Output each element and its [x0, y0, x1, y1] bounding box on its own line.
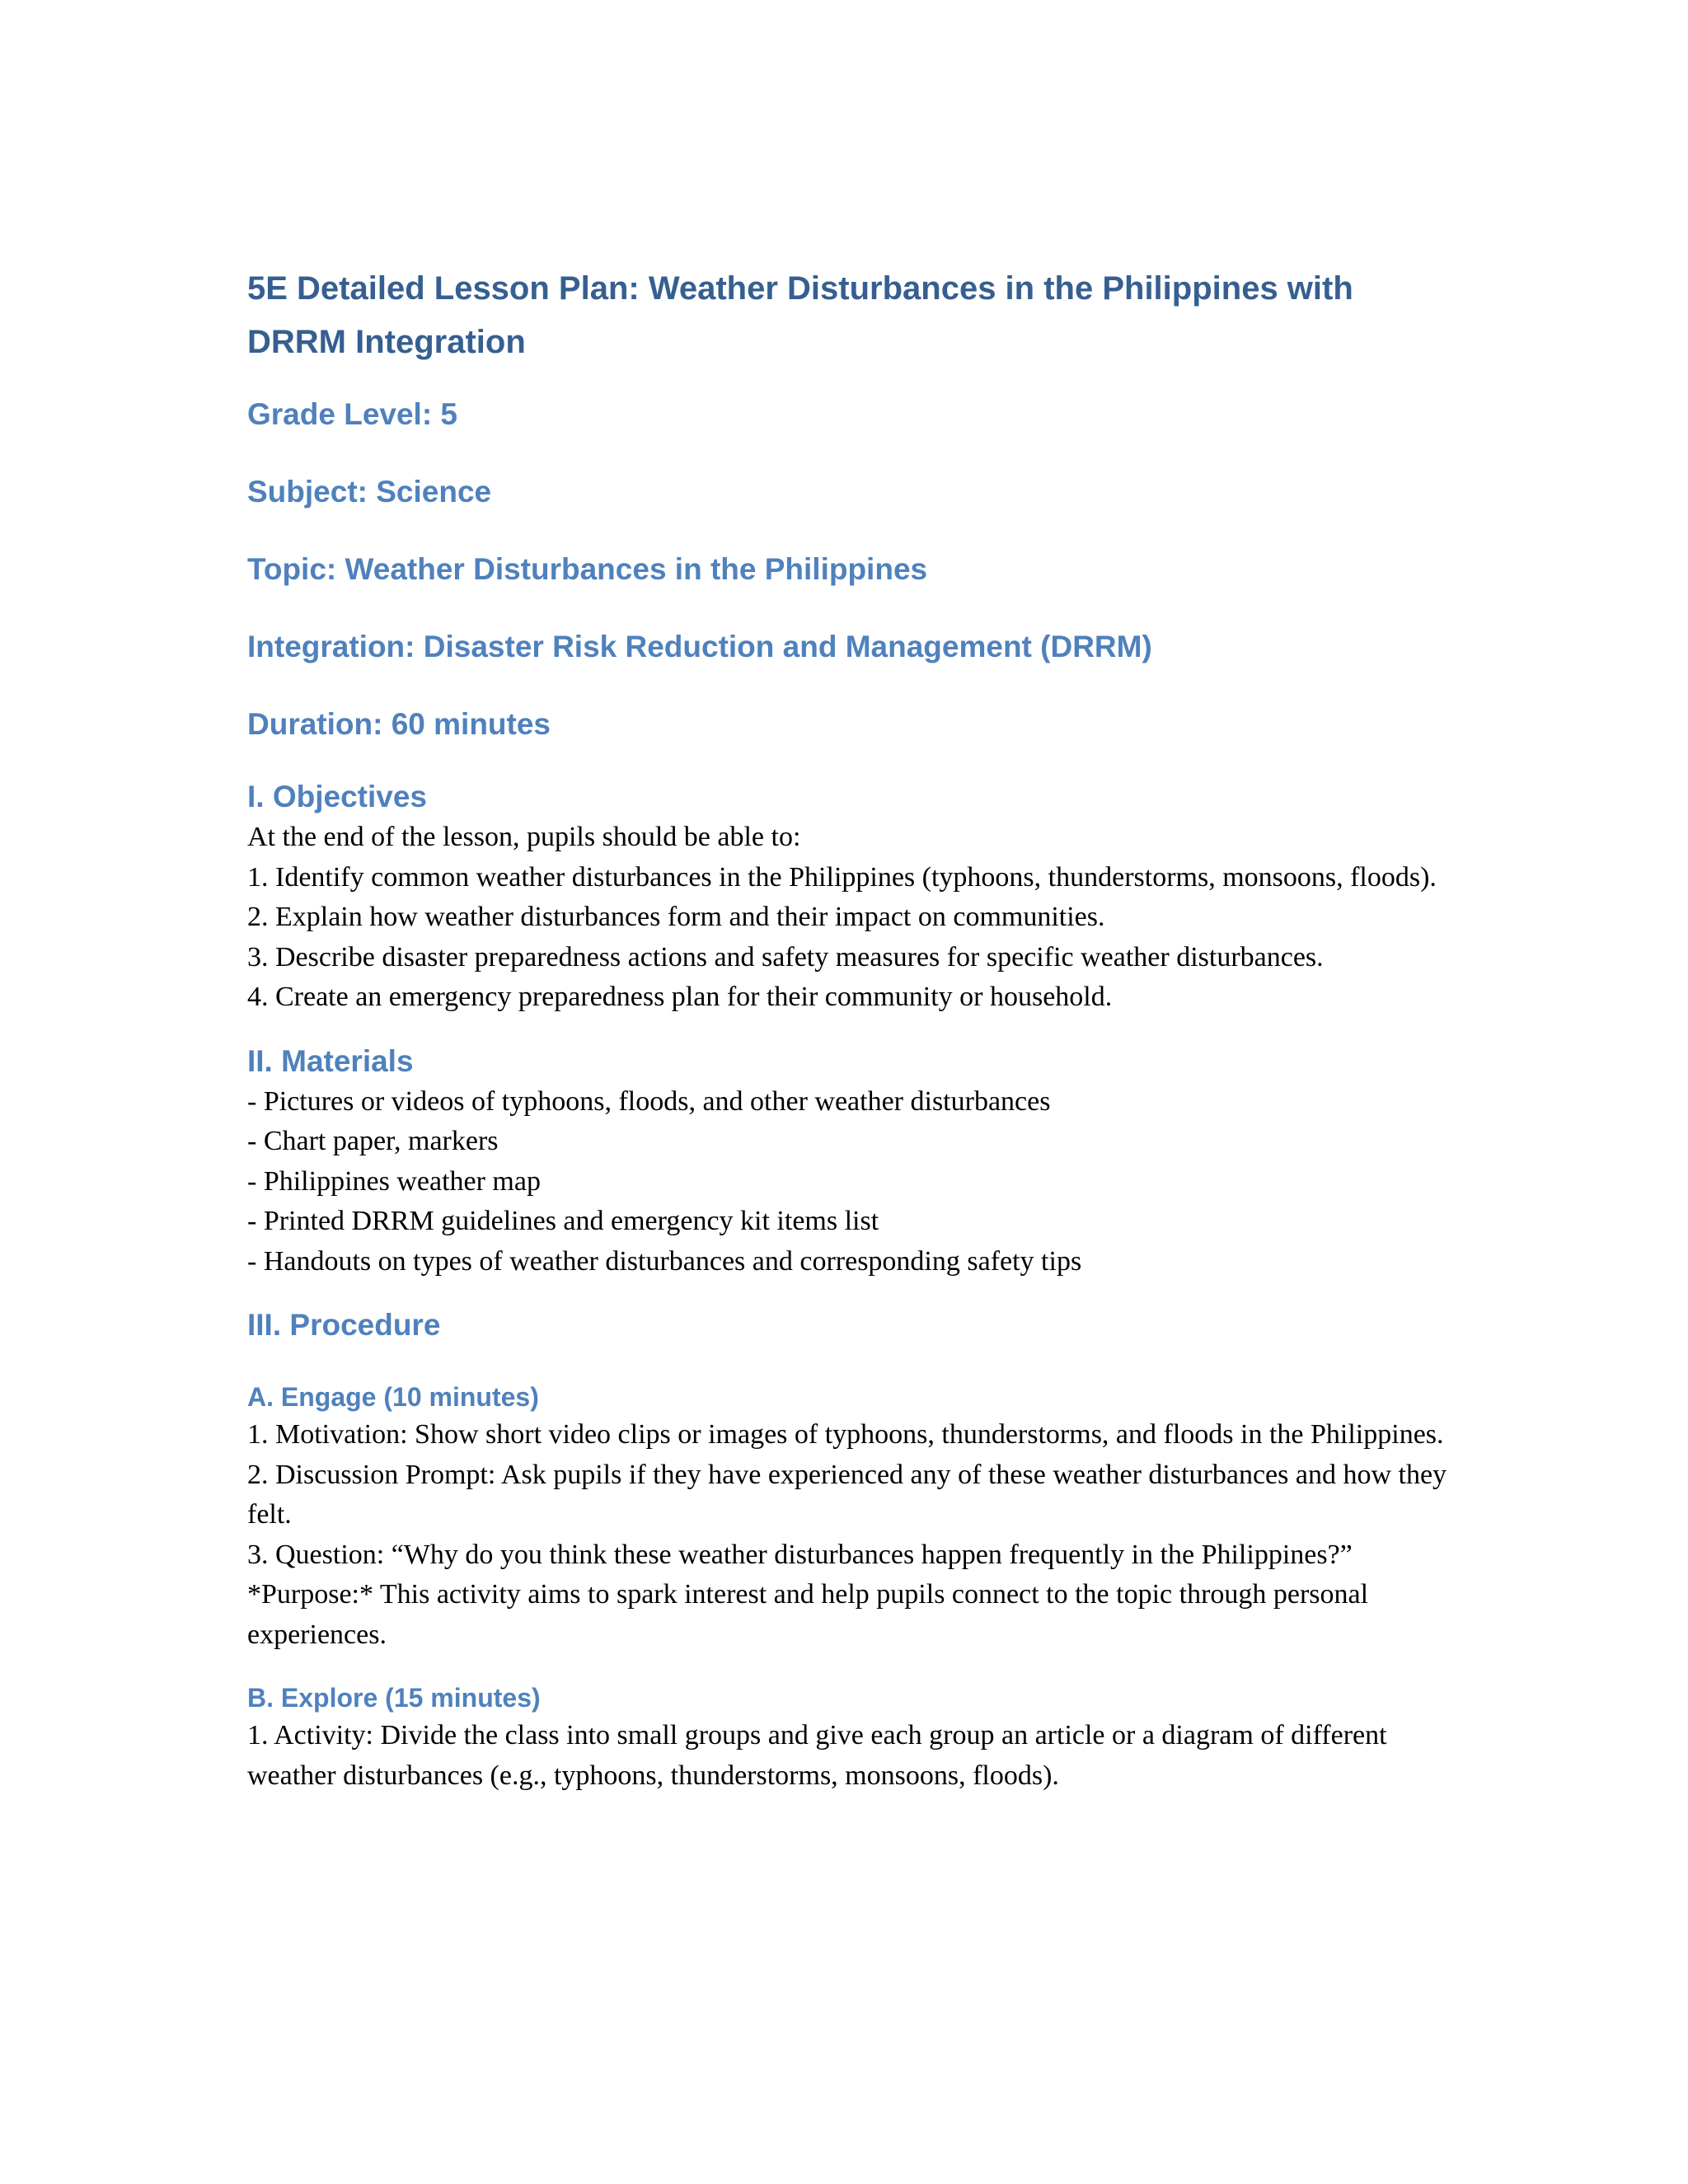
- subject: Subject: Science: [247, 475, 492, 509]
- engage-item: 2. Discussion Prompt: Ask pupils if they have experienced any of these weather disturbances and how they felt.: [247, 1459, 1447, 1530]
- material-item: - Philippines weather map: [247, 1165, 541, 1197]
- objective-item: 4. Create an emergency preparedness plan for their community or household.: [247, 982, 1113, 1012]
- material-item: - Pictures or videos of typhoons, floods, and other weather disturbances: [247, 1085, 1051, 1117]
- document-title: 5E Detailed Lesson Plan: Weather Disturbances in the Philippines with DRRM Integration: [247, 270, 1353, 360]
- materials-heading: II. Materials: [247, 1043, 414, 1078]
- objective-item: 2. Explain how weather disturbances form and their impact on communities.: [247, 902, 1105, 932]
- integration: Integration: Disaster Risk Reduction and Management (DRRM): [247, 630, 1152, 663]
- objective-item: 1. Identify common weather disturbances in the Philippines (typhoons, thunderstorms, monsoons, floods).: [247, 861, 1437, 893]
- explore-item: 1. Activity: Divide the class into small groups and give each group an article or a diagram of different weather disturbances (e.g., typhoons, thunderstorms, monsoons, floods).: [247, 1720, 1387, 1791]
- objectives-intro: At the end of the lesson, pupils should be able to:: [247, 822, 801, 852]
- materials-section: [247, 1041, 1459, 1282]
- engage-item: 1. Motivation: Show short video clips or images of typhoons, thunderstorms, and floods in the Philippines.: [247, 1419, 1444, 1450]
- material-item: - Handouts on types of weather disturbances and corresponding safety tips: [247, 1245, 1082, 1277]
- explore-subsection: [247, 1680, 1459, 1796]
- procedure-heading: III. Procedure: [247, 1308, 441, 1342]
- engage-purpose: *Purpose:* This activity aims to spark interest and help pupils connect to the topic through personal experiences.: [247, 1579, 1369, 1650]
- material-item: - Chart paper, markers: [247, 1126, 499, 1156]
- explore-heading: B. Explore (15 minutes): [247, 1683, 541, 1713]
- topic: Topic: Weather Disturbances in the Philippines: [247, 552, 928, 586]
- engage-heading: A. Engage (10 minutes): [247, 1382, 539, 1412]
- document-content: [247, 262, 1459, 1796]
- duration: Duration: 60 minutes: [247, 707, 551, 741]
- objective-item: 3. Describe disaster preparedness actions and safety measures for specific weather disturbances.: [247, 941, 1324, 972]
- engage-subsection: [247, 1379, 1459, 1655]
- objectives-section: [247, 776, 1459, 1018]
- grade-level: Grade Level: 5: [247, 397, 458, 431]
- engage-item: 3. Question: “Why do you think these weather disturbances happen frequently in the Philippines?”: [247, 1539, 1353, 1570]
- material-item: - Printed DRRM guidelines and emergency kit items list: [247, 1206, 879, 1236]
- objectives-heading: I. Objectives: [247, 780, 427, 813]
- procedure-section: [247, 1305, 1459, 1796]
